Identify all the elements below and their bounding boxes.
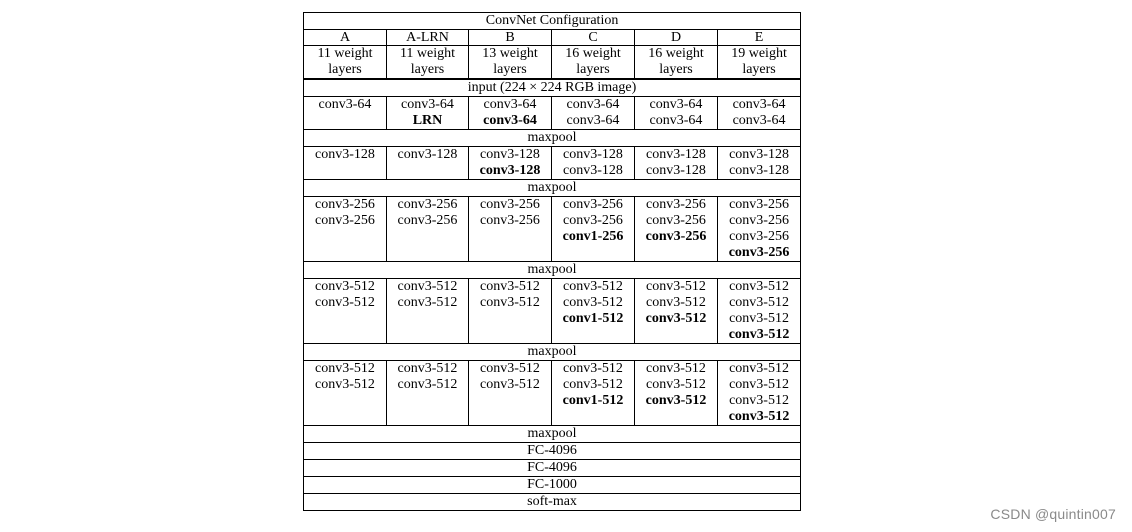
layer-name: conv3-512 xyxy=(729,361,789,376)
layer-name: conv3-64 xyxy=(483,113,537,128)
layer-cell xyxy=(552,97,635,130)
layer-cell xyxy=(635,197,718,262)
column-depth-d: 16 weight layers xyxy=(635,46,718,80)
column-name-b: B xyxy=(469,30,552,46)
layer-cell xyxy=(718,197,801,262)
layer-name: conv1-512 xyxy=(562,393,624,408)
layer-name: conv3-512 xyxy=(645,393,707,408)
layer-name: conv3-64 xyxy=(483,97,537,112)
layer-cell xyxy=(469,279,552,344)
column-depth-row xyxy=(304,46,801,80)
layer-cell xyxy=(718,147,801,180)
layer-name: conv3-128 xyxy=(563,147,623,162)
layer-name: conv3-512 xyxy=(645,311,707,326)
layer-cell xyxy=(387,97,469,130)
maxpool-row: maxpool xyxy=(304,130,801,147)
layer-name: conv3-512 xyxy=(729,279,789,294)
layer-cell xyxy=(304,279,387,344)
layer-name: conv3-512 xyxy=(728,327,790,342)
layer-name: conv3-256 xyxy=(729,229,789,244)
layer-name: conv3-64 xyxy=(318,97,372,112)
layer-cell xyxy=(387,197,469,262)
layer-name: conv3-512 xyxy=(646,361,706,376)
layer-name: conv3-64 xyxy=(401,97,454,112)
layer-name: conv3-512 xyxy=(729,393,789,408)
layer-name: conv3-256 xyxy=(729,197,789,212)
column-depth-a: 11 weight layers xyxy=(304,46,387,80)
layer-name: conv3-256 xyxy=(315,197,375,212)
layer-cell xyxy=(304,97,387,130)
layer-cell xyxy=(304,361,387,426)
layer-name: conv3-128 xyxy=(646,163,706,178)
layer-cell xyxy=(304,197,387,262)
layer-name: conv3-512 xyxy=(646,295,706,310)
layer-cell xyxy=(552,147,635,180)
column-name-a: A xyxy=(304,30,387,46)
layer-name: conv3-512 xyxy=(646,279,706,294)
layer-name: conv3-512 xyxy=(480,279,540,294)
layer-name: conv3-128 xyxy=(729,147,789,162)
layer-name: conv3-128 xyxy=(479,163,541,178)
layer-cell xyxy=(387,279,469,344)
layer-name: conv3-512 xyxy=(397,295,458,310)
layer-cell xyxy=(635,147,718,180)
layer-cell xyxy=(469,197,552,262)
layer-name: conv3-256 xyxy=(563,213,623,228)
layer-cell xyxy=(552,197,635,262)
layer-name: conv3-64 xyxy=(732,97,786,112)
layer-cell xyxy=(469,361,552,426)
column-name-a-lrn: A-LRN xyxy=(387,30,469,46)
layer-name: conv3-256 xyxy=(480,197,540,212)
column-depth-c: 16 weight layers xyxy=(552,46,635,80)
layer-cell xyxy=(718,361,801,426)
layer-name: conv3-128 xyxy=(480,147,540,162)
layer-name: conv3-256 xyxy=(480,213,540,228)
layer-name: conv3-512 xyxy=(563,295,623,310)
tail-layer-row: FC-4096 xyxy=(304,460,801,477)
layer-cell xyxy=(387,361,469,426)
column-name-d: D xyxy=(635,30,718,46)
input-row: input (224 × 224 RGB image) xyxy=(304,79,801,97)
tail-layer-row: soft-max xyxy=(304,494,801,511)
column-name-c: C xyxy=(552,30,635,46)
maxpool-row: maxpool xyxy=(304,344,801,361)
table-title: ConvNet Configuration xyxy=(304,13,801,30)
column-name-e: E xyxy=(718,30,801,46)
layer-name: conv3-512 xyxy=(729,311,789,326)
layer-name: conv1-256 xyxy=(562,229,624,244)
layer-name: conv3-256 xyxy=(315,213,375,228)
layer-name: LRN xyxy=(412,113,443,128)
column-depth-b: 13 weight layers xyxy=(469,46,552,80)
layer-name: conv3-512 xyxy=(729,295,789,310)
layer-name: conv3-512 xyxy=(397,361,458,376)
layer-cell xyxy=(552,361,635,426)
layer-name: conv3-128 xyxy=(315,147,375,162)
layer-name: conv3-512 xyxy=(563,279,623,294)
layer-block-4 xyxy=(304,279,801,344)
layer-name: conv3-64 xyxy=(649,113,703,128)
layer-name: conv3-256 xyxy=(645,229,707,244)
layer-name: conv3-512 xyxy=(728,409,790,424)
maxpool-row: maxpool xyxy=(304,262,801,279)
layer-name: conv3-512 xyxy=(315,361,375,376)
layer-name: conv3-512 xyxy=(315,295,375,310)
layer-name: conv3-64 xyxy=(566,97,620,112)
layer-name: conv3-256 xyxy=(646,197,706,212)
maxpool-row: maxpool xyxy=(304,180,801,197)
layer-name: conv3-256 xyxy=(728,245,790,260)
layer-name: conv3-64 xyxy=(566,113,620,128)
layer-name: conv3-128 xyxy=(646,147,706,162)
layer-name: conv3-256 xyxy=(397,197,458,212)
watermark-text: CSDN @quintin007 xyxy=(990,506,1116,522)
layer-cell xyxy=(718,97,801,130)
layer-name: conv3-128 xyxy=(397,147,458,162)
layer-name: conv3-512 xyxy=(729,377,789,392)
layer-cell xyxy=(469,147,552,180)
column-depth-e: 19 weight layers xyxy=(718,46,801,80)
layer-name: conv3-512 xyxy=(480,361,540,376)
layer-block-2 xyxy=(304,147,801,180)
layer-name: conv3-256 xyxy=(397,213,458,228)
layer-name: conv3-256 xyxy=(563,197,623,212)
layer-name: conv3-512 xyxy=(646,377,706,392)
layer-cell xyxy=(635,97,718,130)
layer-block-5 xyxy=(304,361,801,426)
layer-name: conv3-512 xyxy=(563,377,623,392)
layer-name: conv3-128 xyxy=(729,163,789,178)
layer-name: conv1-512 xyxy=(562,311,624,326)
layer-cell xyxy=(469,97,552,130)
layer-name: conv3-256 xyxy=(646,213,706,228)
layer-name: conv3-64 xyxy=(649,97,703,112)
layer-name: conv3-512 xyxy=(397,377,458,392)
layer-block-3 xyxy=(304,197,801,262)
tail-layer-row: FC-1000 xyxy=(304,477,801,494)
layer-name: conv3-512 xyxy=(480,295,540,310)
layer-cell xyxy=(635,279,718,344)
layer-name: conv3-512 xyxy=(563,361,623,376)
layer-cell xyxy=(635,361,718,426)
layer-name: conv3-128 xyxy=(563,163,623,178)
convnet-configuration-table xyxy=(303,12,801,511)
layer-name: conv3-512 xyxy=(397,279,458,294)
layer-block-1 xyxy=(304,97,801,130)
layer-cell xyxy=(304,147,387,180)
layer-name: conv3-256 xyxy=(729,213,789,228)
column-names-row xyxy=(304,30,801,46)
maxpool-row: maxpool xyxy=(304,426,801,443)
column-depth-a-lrn: 11 weight layers xyxy=(387,46,469,80)
tail-layer-row: FC-4096 xyxy=(304,443,801,460)
layer-name: conv3-64 xyxy=(732,113,786,128)
layer-name: conv3-512 xyxy=(480,377,540,392)
layer-cell xyxy=(718,279,801,344)
layer-cell xyxy=(552,279,635,344)
layer-cell xyxy=(387,147,469,180)
layer-name: conv3-512 xyxy=(315,377,375,392)
layer-name: conv3-512 xyxy=(315,279,375,294)
